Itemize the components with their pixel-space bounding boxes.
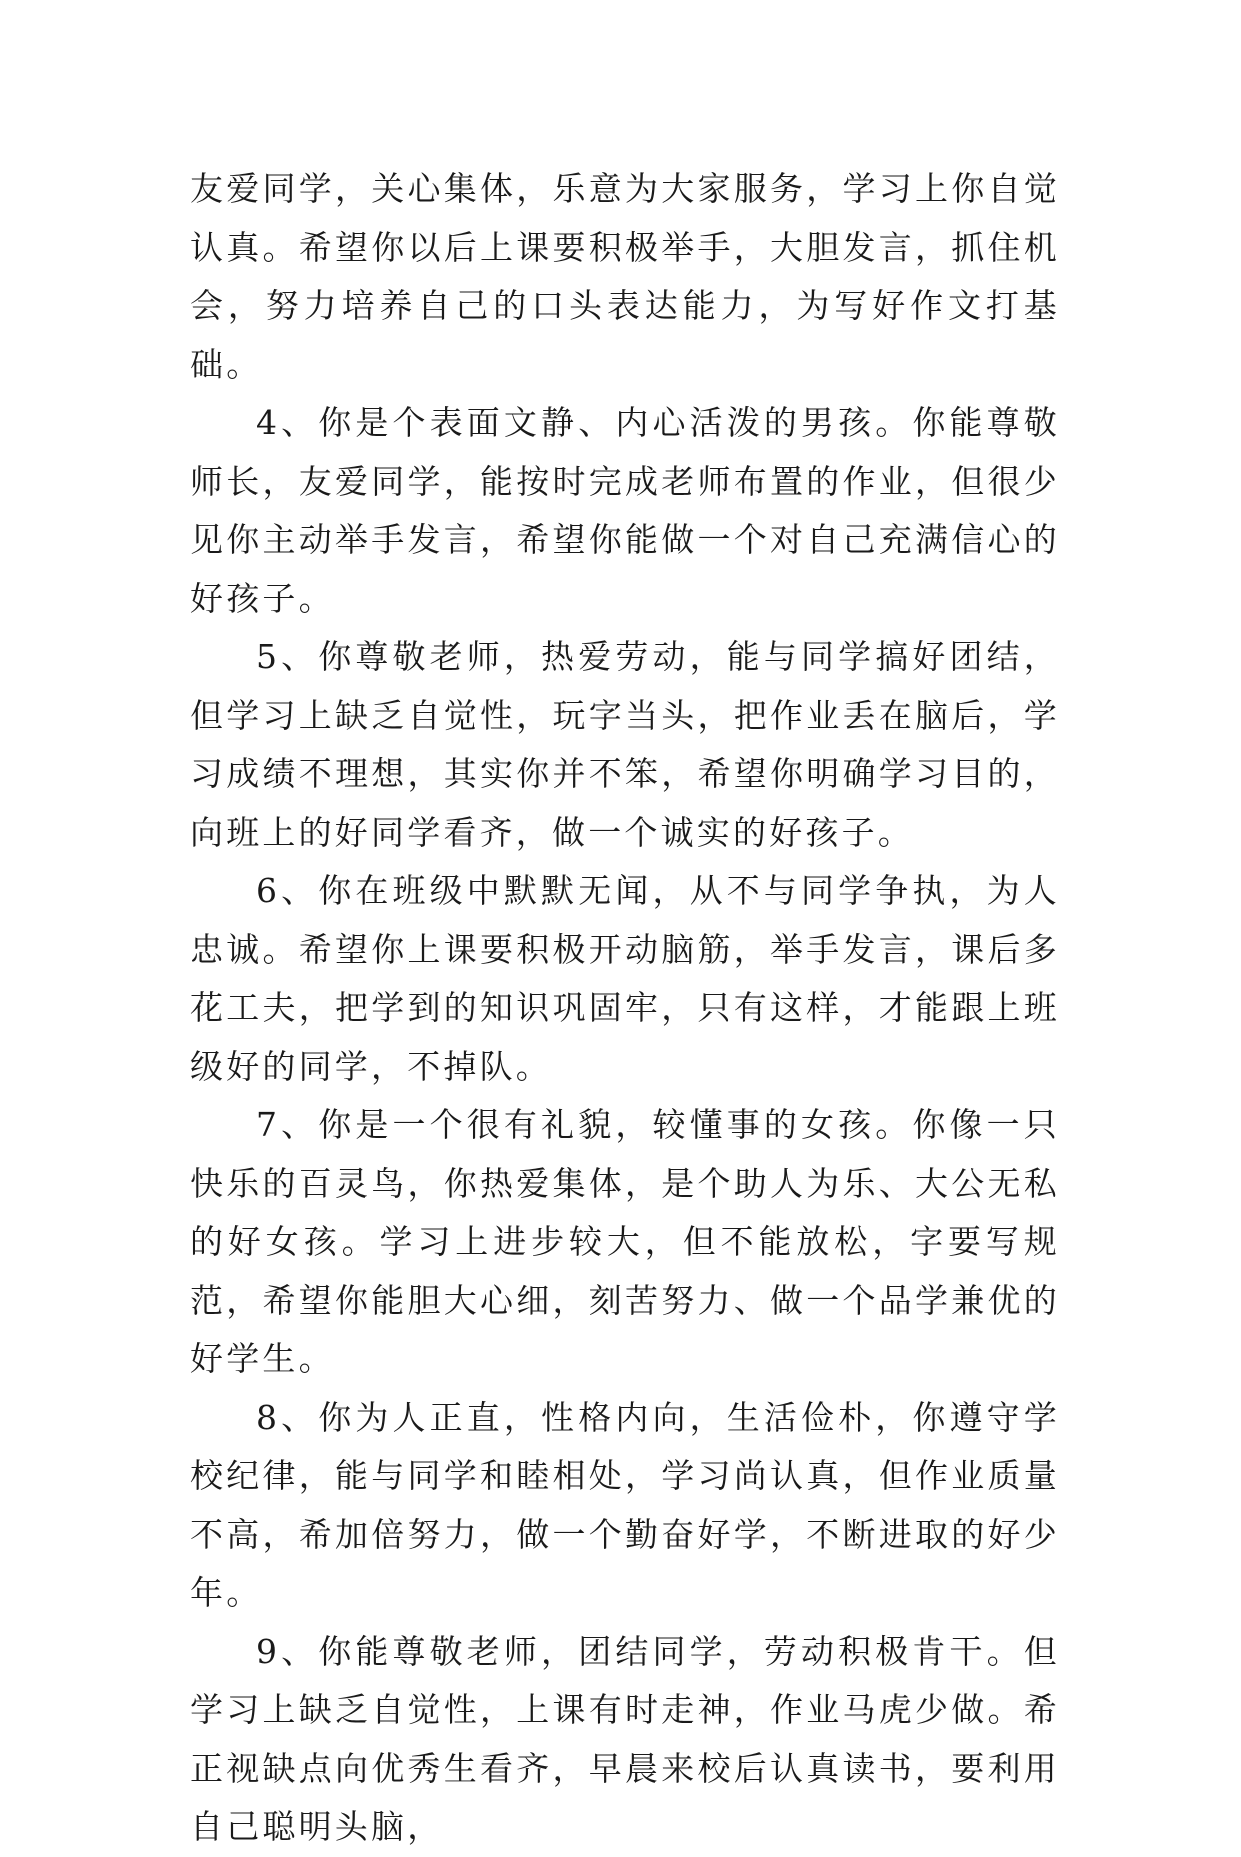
- paragraph-item-9: 9、你能尊敬老师，团结同学，劳动积极肯干。但学习上缺乏自觉性，上课有时走神，作业马虎少做。希正视缺点向优秀生看齐，早晨来校后认真读书，要利用自己聪明头脑，: [190, 1631, 1060, 1846]
- paragraph-item-8: 8、你为人正直，性格内向，生活俭朴，你遵守学校纪律，能与同学和睦相处，学习尚认真，但作业质量不高，希加倍努力，做一个勤奋好学，不断进取的好少年。: [190, 1397, 1060, 1612]
- paragraph-item-4: 4、你是个表面文静、内心活泼的男孩。你能尊敬师长，友爱同学，能按时完成老师布置的作业，但很少见你主动举手发言，希望你能做一个对自己充满信心的好孩子。: [190, 403, 1060, 618]
- document-body: [190, 160, 1060, 1857]
- paragraph-continuation: 友爱同学，关心集体，乐意为大家服务，学习上你自觉认真。希望你以后上课要积极举手，大胆发言，抓住机会，努力培养自己的口头表达能力，为写好作文打基础。: [190, 169, 1060, 384]
- paragraph-item-6: 6、你在班级中默默无闻，从不与同学争执，为人忠诚。希望你上课要积极开动脑筋，举手发言，课后多花工夫，把学到的知识巩固牢，只有这样，才能跟上班级好的同学，不掉队。: [190, 871, 1060, 1086]
- paragraph-item-7: 7、你是一个很有礼貌，较懂事的女孩。你像一只快乐的百灵鸟，你热爱集体，是个助人为乐、大公无私的好女孩。学习上进步较大，但不能放松，字要写规范，希望你能胆大心细，刻苦努力、做一个品学兼优的好学生。: [190, 1105, 1060, 1378]
- paragraph-item-5: 5、你尊敬老师，热爱劳动，能与同学搞好团结，但学习上缺乏自觉性，玩字当头，把作业丢在脑后，学习成绩不理想，其实你并不笨，希望你明确学习目的，向班上的好同学看齐，做一个诚实的好孩子。: [190, 637, 1060, 852]
